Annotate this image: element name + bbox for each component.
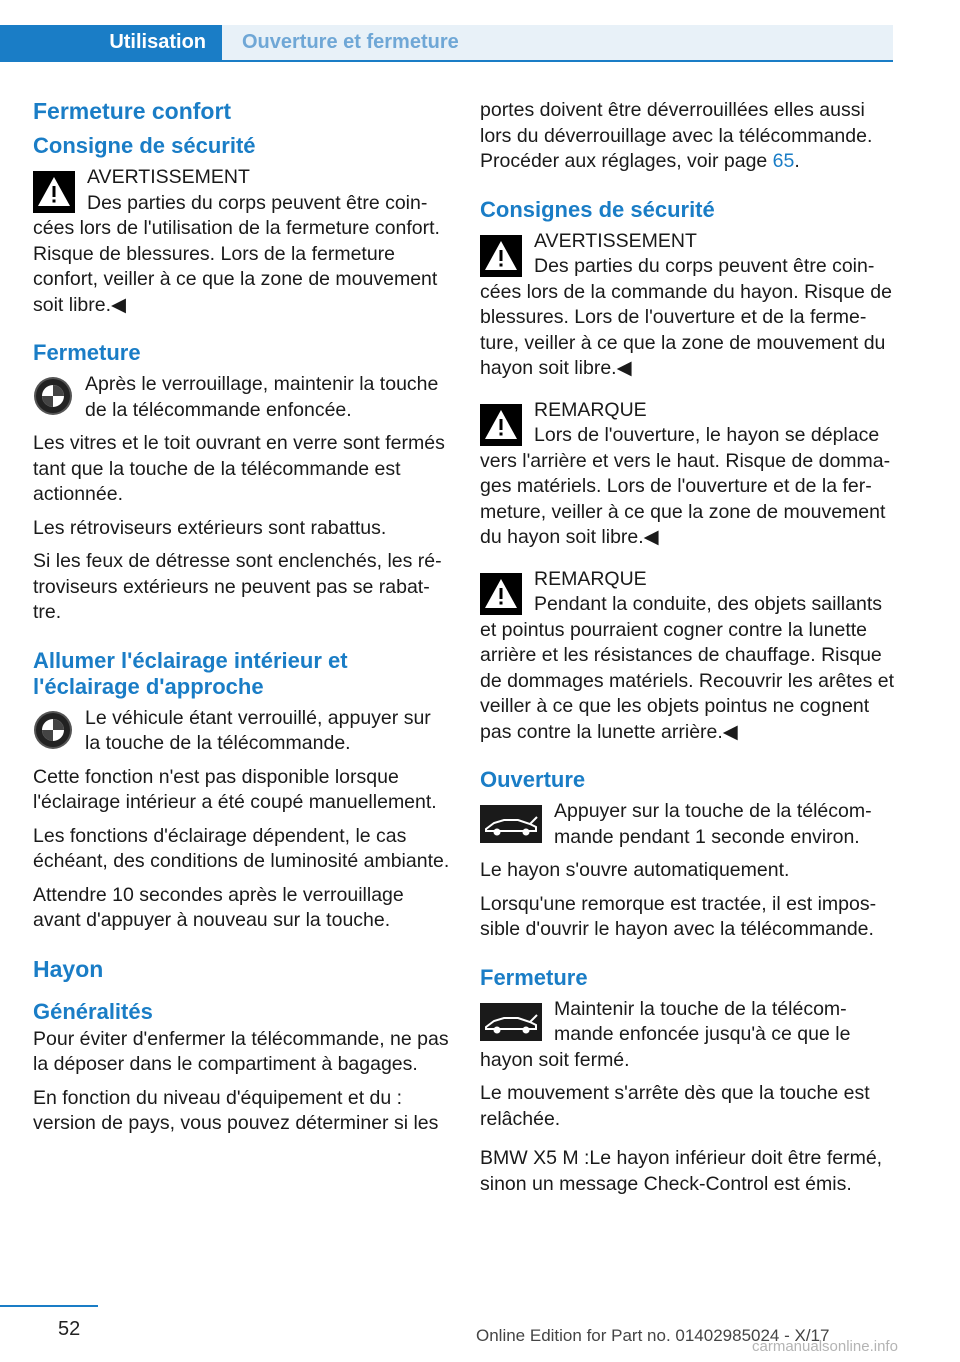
- right-column: [480, 98, 898, 1205]
- heading-fermeture-hayon: Fermeture: [480, 964, 588, 990]
- trunk-car-icon: [480, 1003, 542, 1041]
- warning-icon: [480, 573, 522, 615]
- remark-note: [480, 398, 898, 551]
- warning-note: [480, 229, 898, 382]
- warning-text: Des parties du corps peuvent être coincées lors de l'utilisation de la fermeture confort. Risque de blessures. Lors de la fermeture confort, veiller à ce que la zone de mouvement soit libre.◀: [33, 191, 440, 316]
- watermark: carmanualsonline.info: [752, 1338, 898, 1355]
- paragraph: En fonction du niveau d'équipement et du : version de pays, vous pouvez déterminer si les: [33, 1086, 439, 1134]
- paragraph: Lorsqu'une remorque est tractée, il est impossible d'ouvrir le hayon avec la télécommande.: [480, 892, 877, 940]
- warning-icon: [33, 171, 75, 213]
- tab-utilisation[interactable]: Utilisation: [0, 25, 222, 60]
- key-note: [33, 706, 451, 757]
- tab-ouverture-fermeture[interactable]: Ouverture et fermeture: [242, 31, 459, 53]
- key-instruction: Appuyer sur la touche de la télécommande pendant 1 seconde environ.: [554, 800, 872, 848]
- remark-kind: REMARQUE: [534, 398, 647, 421]
- heading-eclairage: Allumer l'éclairage intérieur et l'éclairage d'approche: [33, 647, 348, 699]
- paragraph: Pour éviter d'enfermer la télécommande, ne pas la déposer dans le compartiment à bagages.: [33, 1027, 449, 1075]
- heading-generalites: Généralités: [33, 998, 153, 1024]
- remark-text: Lors de l'ouverture, le hayon se déplace vers l'arrière et vers le haut. Risque de dommages matériels. Lors de l'ouverture et de la fermeture, veiller à ce que la zone de mouvement du hayon soit libre.◀: [480, 424, 891, 548]
- remark-text: Pendant la conduite, des objets saillants et pointus pourraient cogner contre la lunette arrière et les résistances de chauffage. Risque de dommages matériels. Recouvrir les arêtes et veiller à ce que les objets pointus ne cognent pas contre la lunette arrière.◀: [480, 593, 895, 743]
- key-instruction: Le véhicule étant verrouillé, appuyer sur la touche de la télécommande.: [85, 706, 431, 754]
- warning-icon: [480, 404, 522, 446]
- remark-kind: REMARQUE: [534, 567, 647, 590]
- paragraph: Les vitres et le toit ouvrant en verre sont fermés tant que la touche de la télécommande est actionnée.: [33, 432, 445, 505]
- heading-consigne-securite: Consigne de sécurité: [33, 133, 256, 158]
- bmw-key-icon: [33, 710, 73, 750]
- heading-fermeture: Fermeture: [33, 340, 141, 365]
- footer-rule: [0, 1305, 98, 1307]
- warning-note: [33, 165, 451, 318]
- page-number: 52: [58, 1318, 81, 1340]
- paragraph-text: portes doivent être déverrouillées elles aussi lors du déverrouillage avec la télécommande. Procéder aux réglages, voir page: [480, 99, 873, 172]
- warning-kind: AVERTISSEMENT: [87, 166, 250, 188]
- key-note: [33, 372, 451, 423]
- heading-hayon: Hayon: [33, 955, 104, 982]
- warning-text: Des parties du corps peuvent être coincées lors de la commande du hayon. Risque de blessures. Lors de l'ouverture et de la fermeture, veiller à ce que la zone de mouvement du hayon soit libre.◀: [480, 255, 892, 379]
- edition-info: Online Edition for Part no. 01402985024 - X/17: [476, 1326, 830, 1345]
- key-instruction: Après le verrouillage, maintenir la touche de la télécommande enfoncée.: [85, 373, 439, 421]
- key-instruction: Maintenir la touche de la télécommande enfoncée jusqu'à ce que le hayon soit fermé.: [480, 997, 851, 1071]
- paragraph-end: .: [794, 150, 800, 172]
- left-column: [33, 98, 451, 1145]
- warning-icon: [480, 235, 522, 277]
- paragraph: Attendre 10 secondes après le verrouillage avant d'appuyer à nouveau sur la touche.: [33, 883, 404, 931]
- paragraph: Si les feux de détresse sont enclenchés, les rétroviseurs extérieurs ne peuvent pas se rabattre.: [33, 550, 442, 623]
- trunk-key-note: [480, 997, 898, 1074]
- page-link[interactable]: 65: [772, 150, 795, 172]
- paragraph: Les rétroviseurs extérieurs sont rabattus.: [33, 516, 387, 539]
- paragraph: Cette fonction n'est pas disponible lorsque l'éclairage intérieur a été coupé manuellement.: [33, 765, 437, 813]
- paragraph: Le hayon s'ouvre automatiquement.: [480, 859, 790, 881]
- page-header: [0, 0, 893, 62]
- paragraph: Les fonctions d'éclairage dépendent, le cas échéant, des conditions de luminosité ambiante.: [33, 824, 450, 872]
- header-rule: [0, 60, 893, 62]
- heading-fermeture-confort: Fermeture confort: [33, 98, 232, 124]
- warning-kind: AVERTISSEMENT: [534, 229, 697, 252]
- heading-consignes-securite: Consignes de sécurité: [480, 196, 715, 222]
- trunk-car-icon: [480, 805, 542, 843]
- bmw-key-icon: [33, 376, 73, 416]
- remark-note: [480, 567, 898, 746]
- heading-ouverture: Ouverture: [480, 767, 586, 792]
- paragraph: Le mouvement s'arrête dès que la touche est relâchée.: [480, 1082, 870, 1130]
- paragraph-continued: [480, 98, 898, 175]
- trunk-key-note: [480, 799, 898, 850]
- paragraph: BMW X5 M :Le hayon inférieur doit être fermé, sinon un message Check-Control est émis.: [480, 1147, 883, 1195]
